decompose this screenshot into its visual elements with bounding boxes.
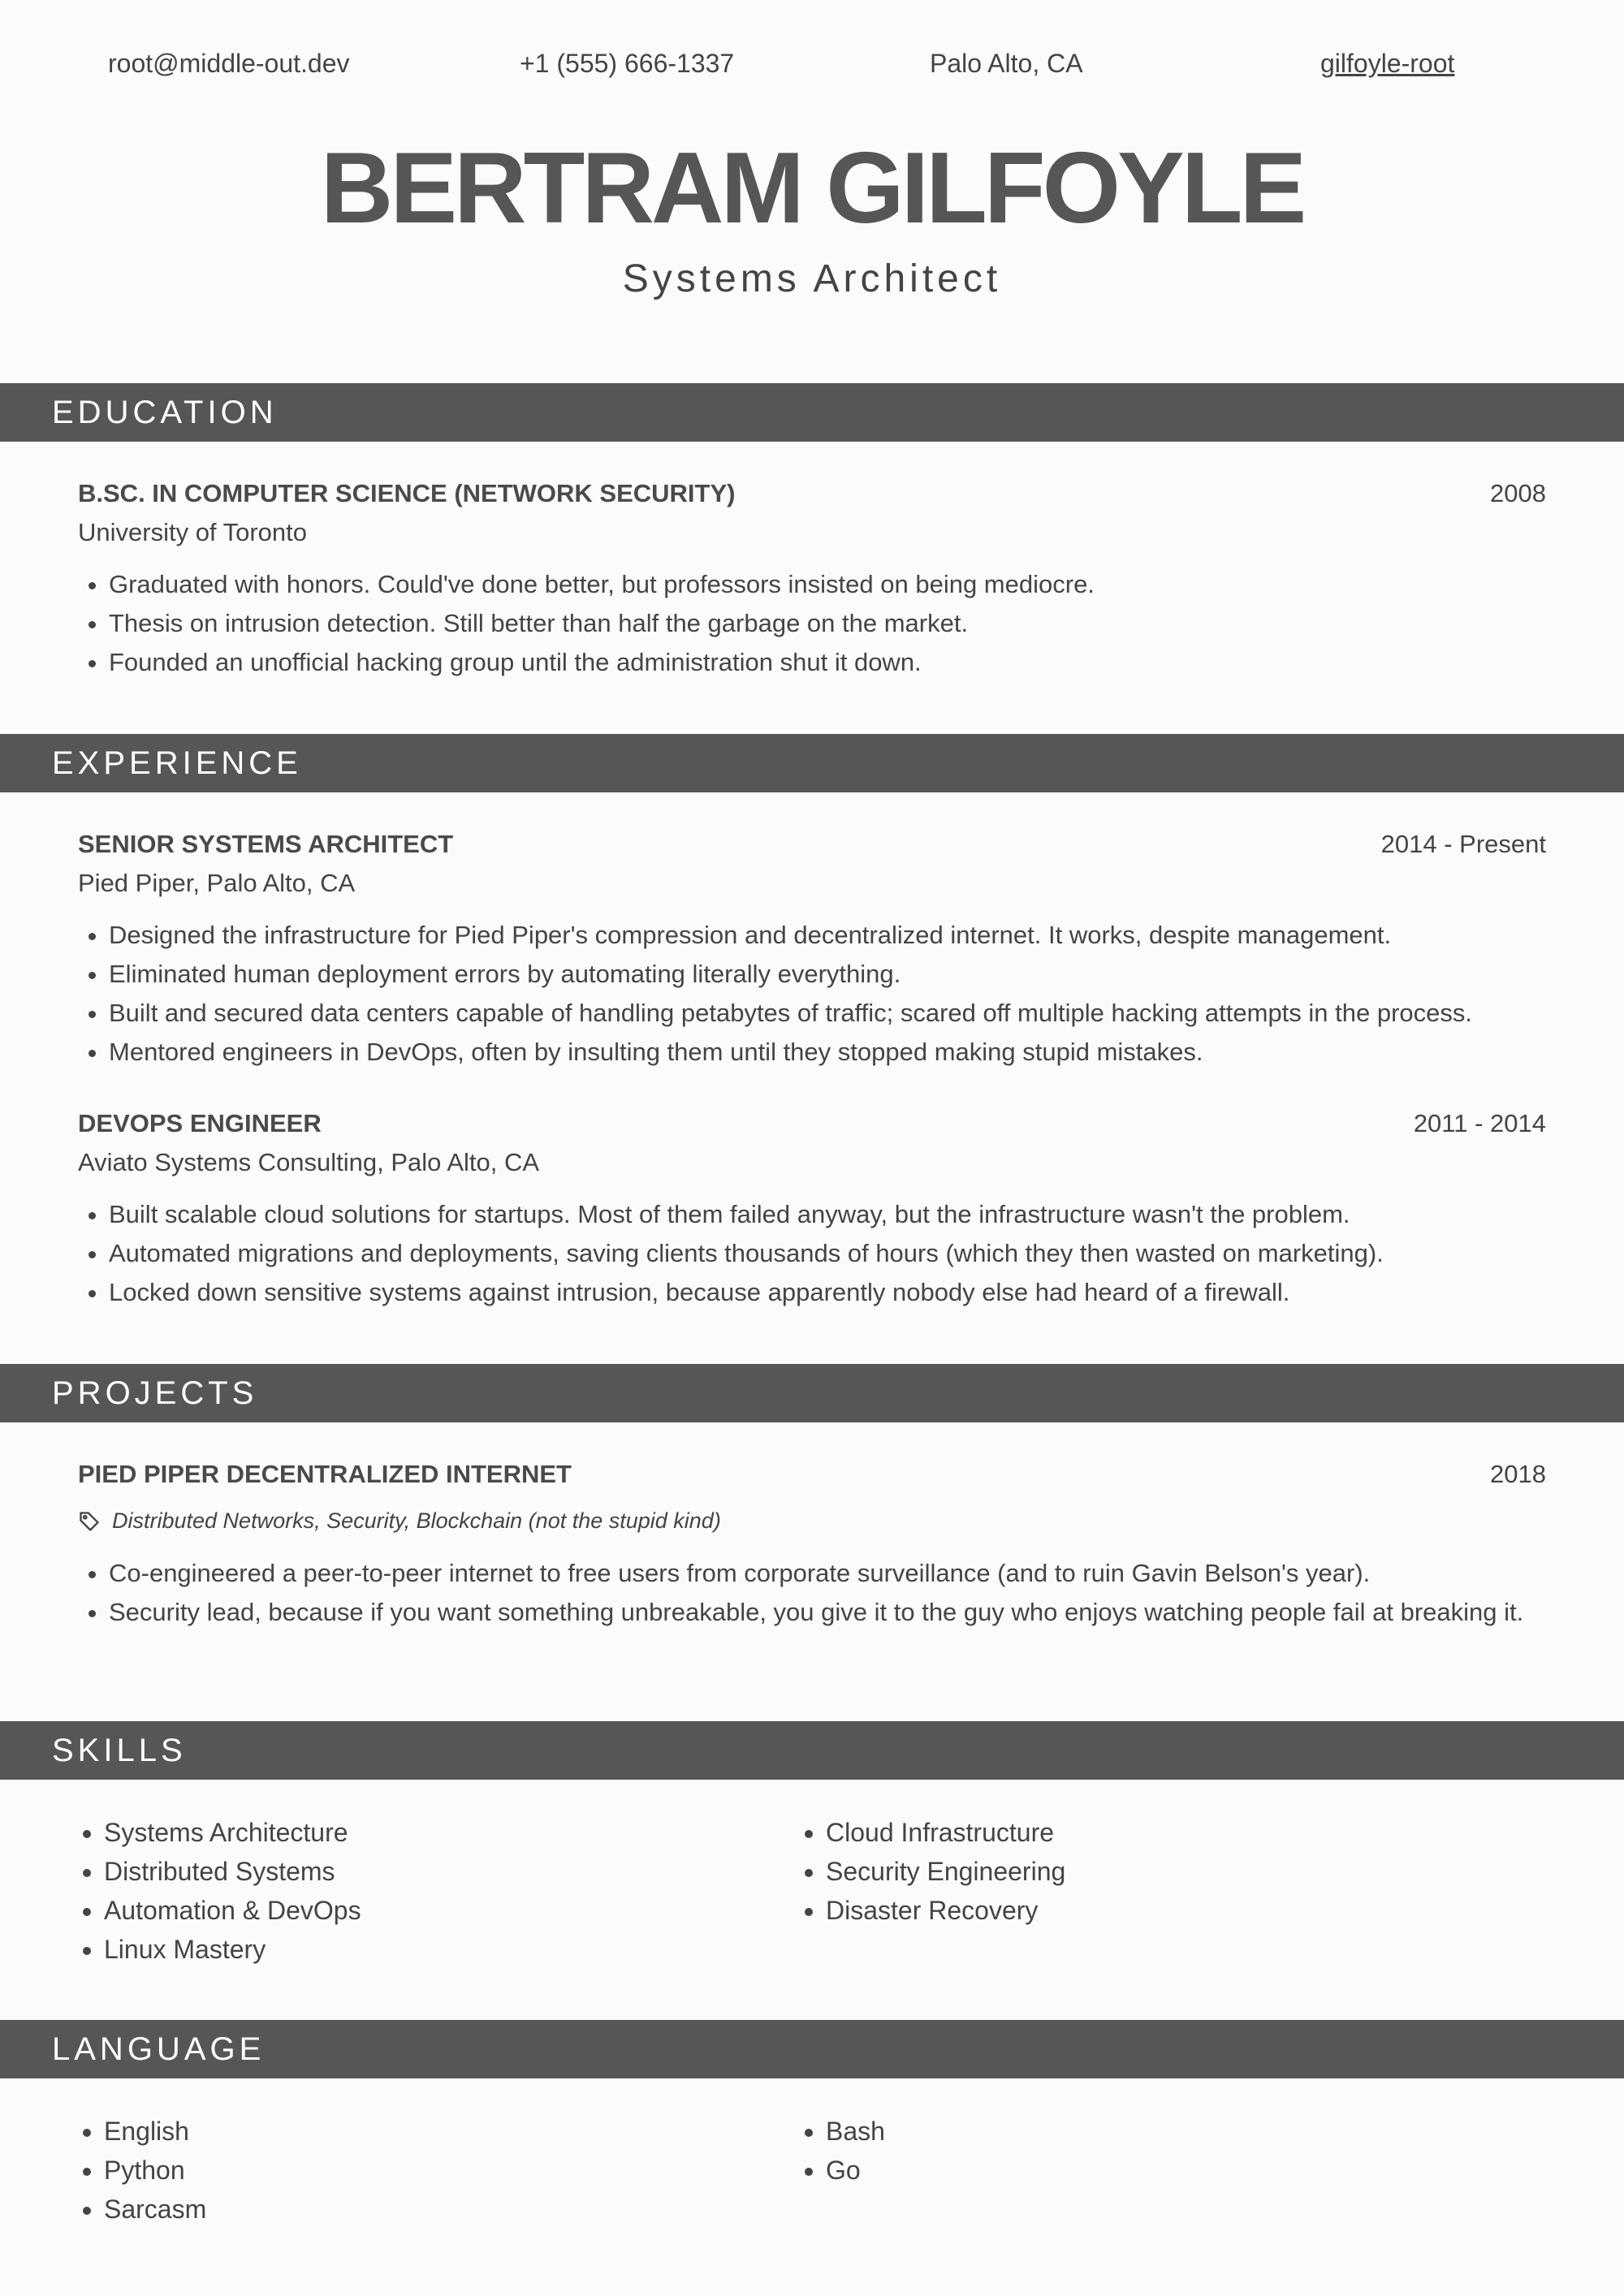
language-list-left (78, 2112, 206, 2229)
section-header-projects: PROJECTS (0, 1364, 1624, 1422)
list-item: • Graduated with honors. Could've done better, but professors insisted on being mediocre. (109, 565, 1579, 604)
candidate-name: BERTRAM GILFOYLE (320, 132, 1304, 244)
list-item: • Python (104, 2151, 206, 2190)
list-item: • Built and secured data centers capable of handling petabytes of traffic; scared off multiple hacking attempts in the process. (109, 994, 1579, 1033)
section-header-language: LANGUAGE (0, 2020, 1624, 2078)
section-header-skills: SKILLS (0, 1721, 1624, 1780)
section-header-education: EDUCATION (0, 383, 1624, 442)
list-item: • Bash (826, 2112, 885, 2151)
contact-location: Palo Alto, CA (930, 49, 1083, 78)
list-item: • Built scalable cloud solutions for startups. Most of them failed anyway, but the infrastructure wasn't the problem. (109, 1195, 1579, 1234)
list-item: • Thesis on intrusion detection. Still better than half the garbage on the market. (109, 604, 1579, 643)
list-item: • Founded an unofficial hacking group until the administration shut it down. (109, 643, 1579, 682)
skills-list-left (78, 1813, 361, 1969)
list-item: • Co-engineered a peer-to-peer internet to free users from corporate surveillance (and to ruin Gavin Belson's year). (109, 1554, 1579, 1593)
education-bullets (78, 565, 1579, 682)
list-item: • Linux Mastery (104, 1930, 361, 1969)
list-item: • Automation & DevOps (104, 1891, 361, 1930)
skills-list-right (800, 1813, 1065, 1930)
job-bullets (78, 1195, 1579, 1312)
job-title: SENIOR SYSTEMS ARCHITECT (78, 830, 454, 858)
tag-icon (78, 1510, 101, 1533)
section-header-experience: EXPERIENCE (0, 734, 1624, 792)
list-item: • Mentored engineers in DevOps, often by insulting them until they stopped making stupid mistakes. (109, 1033, 1579, 1072)
job-dates: 2011 - 2014 (1413, 1109, 1546, 1137)
list-item: • Disaster Recovery (826, 1891, 1065, 1930)
list-item: • Systems Architecture (104, 1813, 361, 1852)
list-item: • Go (826, 2151, 885, 2190)
project-tags (78, 1508, 721, 1534)
contact-handle-link[interactable]: gilfoyle-root (1320, 49, 1455, 78)
list-item: • English (104, 2112, 206, 2151)
education-degree: B.SC. IN COMPUTER SCIENCE (NETWORK SECURITY) (78, 479, 736, 507)
job-title: DEVOPS ENGINEER (78, 1109, 322, 1137)
list-item: • Security Engineering (826, 1852, 1065, 1891)
list-item: • Eliminated human deployment errors by automating literally everything. (109, 955, 1579, 994)
job-bullets (78, 916, 1579, 1072)
list-item: • Designed the infrastructure for Pied Piper's compression and decentralized internet. It works, despite management. (109, 916, 1579, 955)
candidate-title: Systems Architect (622, 257, 1002, 300)
language-list-right (800, 2112, 885, 2190)
contact-phone: +1 (555) 666-1337 (520, 49, 735, 78)
list-item: • Locked down sensitive systems against intrusion, because apparently nobody else had heard of a firewall. (109, 1273, 1579, 1312)
job-company: Aviato Systems Consulting, Palo Alto, CA (78, 1148, 540, 1176)
list-item: • Cloud Infrastructure (826, 1813, 1065, 1852)
project-bullets (78, 1554, 1579, 1632)
education-year: 2008 (1490, 479, 1546, 507)
project-title: PIED PIPER DECENTRALIZED INTERNET (78, 1460, 572, 1488)
list-item: • Distributed Systems (104, 1852, 361, 1891)
education-school: University of Toronto (78, 518, 307, 546)
project-year: 2018 (1490, 1460, 1546, 1488)
contact-email: root@middle-out.dev (108, 49, 350, 78)
list-item: • Sarcasm (104, 2190, 206, 2229)
job-company: Pied Piper, Palo Alto, CA (78, 869, 356, 897)
project-tags-text: Distributed Networks, Security, Blockchain (not the stupid kind) (112, 1508, 721, 1533)
job-dates: 2014 - Present (1380, 830, 1546, 858)
list-item: • Automated migrations and deployments, saving clients thousands of hours (which they then wasted on marketing). (109, 1234, 1579, 1273)
list-item: • Security lead, because if you want something unbreakable, you give it to the guy who enjoys watching people fail at breaking it. (109, 1593, 1579, 1632)
